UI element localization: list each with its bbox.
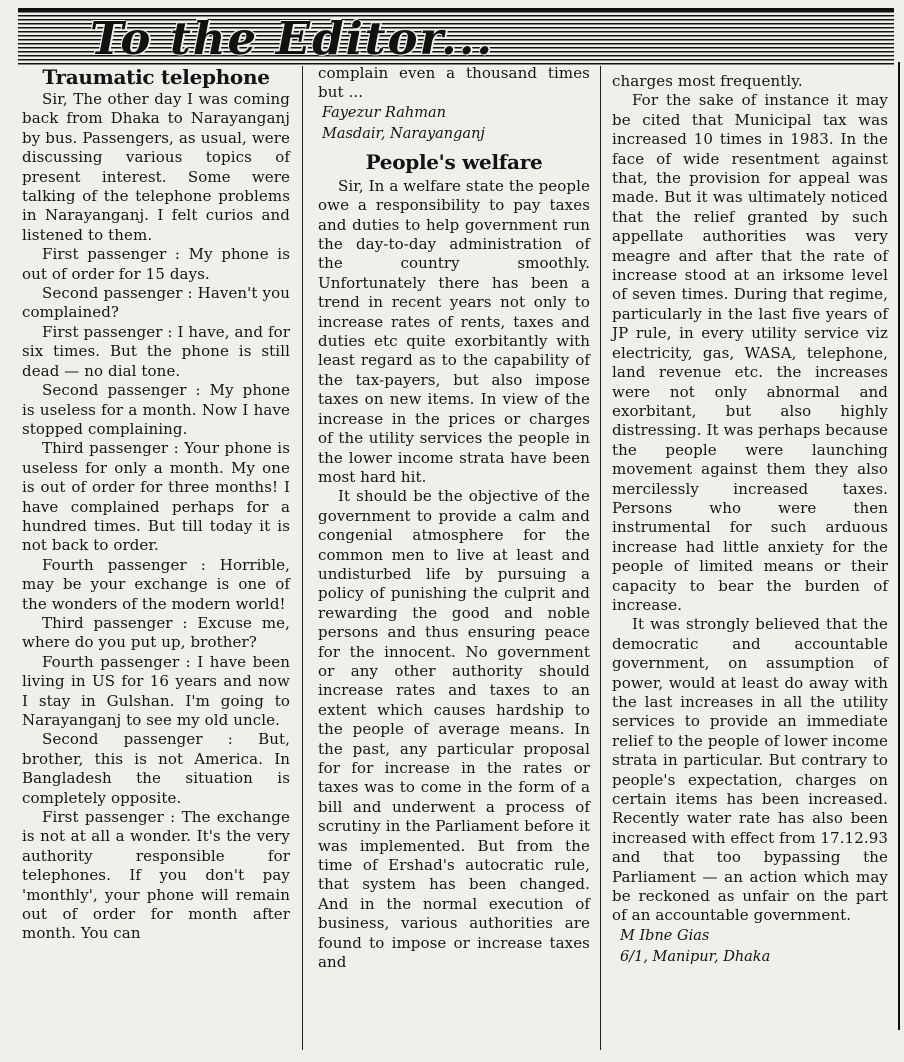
- letter-paragraph: Second passenger : My phone is useless for a month. Now I have stopped complaining.: [22, 381, 290, 438]
- letter-author: Fayezur Rahman: [322, 104, 446, 121]
- column-2: [318, 64, 590, 972]
- letter-paragraph: Fourth passenger : I have been living in US for 16 years and now I stay in Gulshan. I'm going to Narayanganj to see my old uncle.: [22, 652, 290, 729]
- letter-paragraph: First passenger : The exchange is not at all a wonder. It's the very authority responsible for telephones. If you don't pay 'monthly', your phone will remain out of order for month after month. You can: [22, 808, 290, 943]
- letter-headline: People's welfare: [365, 149, 543, 174]
- column-3: [612, 72, 888, 968]
- column-1: [22, 64, 290, 944]
- letter-paragraph: Fourth passenger : Horrible, may be your exchange is one of the wonders of the modern world!: [22, 555, 290, 613]
- letter-paragraph: Third passenger : Excuse me, where do you put up, brother?: [22, 613, 290, 652]
- letter-continuation: complain even a thousand times but ...: [318, 64, 590, 102]
- letter-paragraph: Second passenger : But, brother, this is not America. In Bangladesh the situation is completely opposite.: [22, 730, 290, 807]
- letter-author: M Ibne Gias: [620, 927, 710, 944]
- letter-paragraph: Sir, In a welfare state the people owe a responsibility to pay taxes and duties to help government run the day-to-day administration of the country smoothly. Unfortunately there has been a trend in recent years not only to increase rates of rents, taxes and duties etc quite exorbitantly with least regard as to the capability of the tax-payers, but also impose taxes on new items. In view of the increase in the prices or charges of the utility services the people in the lower income strata have been most hard hit.: [318, 176, 590, 486]
- section-title: To the Editor...: [90, 12, 495, 65]
- letter-paragraph: Second passenger : Haven't you complained?: [22, 284, 290, 322]
- letter-paragraph: First passenger : My phone is out of order for 15 days.: [22, 245, 290, 283]
- letter-paragraph: Third passenger : Your phone is useless for only a month. My one is out of order for three months! I have complained perhaps for a hundred times. But till today it is not back to order.: [22, 439, 290, 555]
- letter-paragraph: For the sake of instance it may be cited that Municipal tax was increased 10 times in 1983. In the face of wide resentment against that, the provision for appeal was made. But it was ultimately noticed that the relief granted by such appellate authorities was very meagre and after that the rate of increase stood at an irksome level of seven times. During that regime, particularly in the last five years of JP rule, in every utility service viz electricity, gas, WASA, telephone, land revenue etc. the increases were not only abnormal and exorbitant, but also highly distressing. It was perhaps because the people were launching movement against them they also mercilessly increased taxes. Persons who were then instrumental for such arduous increase had little anxiety for the people of limited means or their capacity to bear the burden of increase.: [612, 91, 889, 614]
- column-divider: [600, 66, 601, 1050]
- letter-headline: Traumatic telephone: [42, 65, 270, 89]
- letter-paragraph: Sir, The other day I was coming back from Dhaka to Narayanganj by bus. Passengers, as usual, were discussing various topics of present interest. Some were talking of the telephone problems in Narayanganj. I felt curios and listened to them.: [22, 90, 290, 244]
- page-bottom-edge: [0, 1052, 904, 1062]
- letter-paragraph: First passenger : I have, and for six times. But the phone is still dead — no dial tone.: [22, 322, 290, 380]
- letter-paragraph: It should be the objective of the government to provide a calm and congenial atmosphere for the common men to live at least and undisturbed life by pursuing a policy of punishing the culprit and rewarding the good and noble persons and thus ensuring peace for the innocent. No government or any other authority should increase rates and taxes to an extent which causes hardship to the people of average means. In the past, any particular proposal for for increase in the rates or taxes was to come in the form of a bill and underwent a process of scrutiny in the Parliament before it was implemented. But from the time of Ershad's autocratic rule, that system has been changed. And in the normal execution of business, various authorities are found to impose or increase taxes and: [318, 487, 590, 972]
- letter-address: 6/1, Manipur, Dhaka: [620, 948, 771, 965]
- letter-continuation: charges most frequently.: [612, 72, 803, 90]
- column-divider: [302, 66, 303, 1050]
- page-border: [898, 62, 900, 1030]
- letter-address: Masdair, Narayanganj: [322, 125, 485, 142]
- letter-paragraph: It was strongly believed that the democratic and accountable government, on assumption of power, would at least do away with the last increases in all the utility services to provide an immediate relief to the people of lower income strata in particular. But contrary to people's expectation, charges on certain items has been increased. Recently water rate has also been increased with effect from 17.12.93 and that too bypassing the Parliament — an action which may be reckoned as unfair on the part of an accountable government.: [612, 615, 888, 925]
- section-banner: [18, 8, 894, 65]
